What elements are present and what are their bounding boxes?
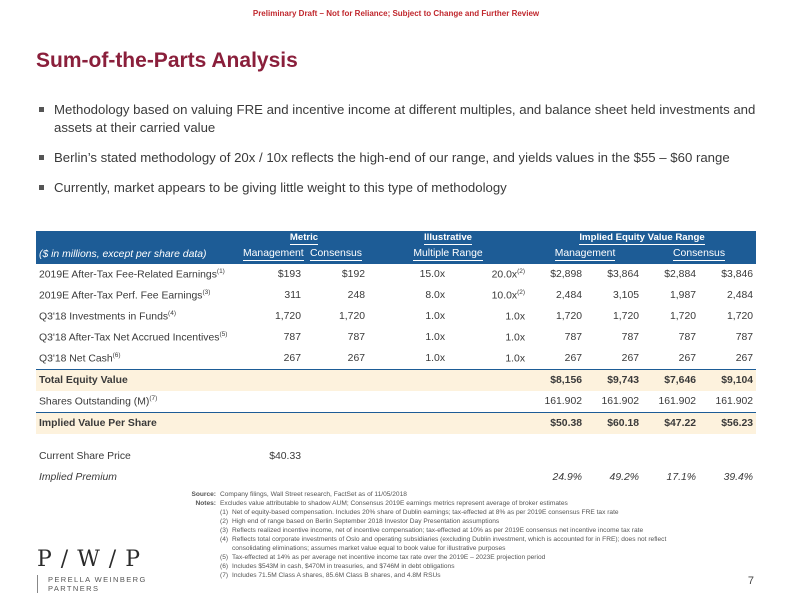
- footnote-ref: (7): [149, 395, 158, 403]
- cell-high: 1.0x: [505, 332, 526, 344]
- total-row: [36, 370, 756, 392]
- cell-low: 1.0x: [425, 311, 446, 322]
- cell-mgmt: $193: [277, 269, 301, 280]
- group-metric: Metric: [289, 231, 319, 243]
- table-row: [36, 285, 756, 306]
- cell-v4: $3,846: [721, 269, 754, 280]
- footnote-text: Net of equity-based compensation. Includes 20% share of Dublin earnings; tax-effected at 8% as per 2019E consensus FRE tax rate: [232, 509, 619, 516]
- cell-v1: 2,484: [556, 290, 583, 301]
- row-label: Current Share Price: [39, 451, 131, 462]
- logo-line-1: PERELLA WEINBERG: [48, 575, 147, 584]
- footnote-number: (4): [220, 536, 229, 543]
- bullet-item: Methodology based on valuing FRE and incentive income at different multiples, and balance sheet held investments and assets at their carried value: [38, 101, 758, 137]
- row-label: Q3'18 After-Tax Net Accrued Incentives: [39, 332, 220, 344]
- cell-mgmt: 1,720: [274, 311, 301, 322]
- cell-v3: 161.902: [658, 396, 697, 407]
- cell-high: 1.0x: [505, 311, 526, 323]
- col-cons-range: Consensus: [673, 248, 726, 259]
- cell-v1: $2,898: [550, 269, 583, 280]
- cell-v3: 787: [678, 332, 697, 343]
- cell-v2: $3,864: [607, 269, 640, 280]
- cell-v4: 161.902: [715, 396, 754, 407]
- cell-high: 1.0x: [505, 353, 526, 365]
- shares-row: [36, 391, 756, 413]
- cell-v2: 3,105: [613, 290, 640, 301]
- footnote-ref: (1): [216, 268, 225, 276]
- col-multiple-range: Multiple Range: [413, 248, 483, 259]
- cell-v4: $9,104: [699, 370, 756, 392]
- table-row: [36, 264, 756, 285]
- cell-v1: 1,720: [556, 311, 583, 322]
- cell-v3: 1,720: [670, 311, 697, 322]
- premium-row: [36, 467, 756, 488]
- page-title: Sum-of-the-Parts Analysis: [36, 49, 298, 72]
- footnote-text: Reflects total corporate investments of Oslo and operating subsidiaries (excluding Dublin investment, which is accounted for in FRE); does not reflect: [232, 536, 667, 543]
- bullet-list: [38, 101, 758, 209]
- cell-v3: $2,884: [664, 269, 697, 280]
- cell-v1: 161.902: [544, 396, 583, 407]
- footnote-number: (1): [220, 509, 229, 516]
- bullet-item: Currently, market appears to be giving little weight to this type of methodology: [38, 179, 758, 197]
- footnote-ref: (4): [168, 310, 176, 318]
- page-number: 7: [747, 575, 754, 587]
- source-label: Source:: [191, 491, 216, 498]
- row-label: 2019E After-Tax Fee-Related Earnings: [39, 269, 217, 281]
- cell-mgmt: 787: [283, 332, 301, 343]
- row-label: Implied Value Per Share: [36, 413, 240, 435]
- footnote-number: (3): [220, 527, 229, 534]
- row-label: Shares Outstanding (M): [39, 396, 150, 408]
- implied-value-row: [36, 413, 756, 435]
- cell-v2: 1,720: [613, 311, 640, 322]
- footnote-number: (5): [220, 554, 229, 561]
- notes-intro: Excludes value attributable to shadow AUM; Consensus 2019E earnings metrics represent average of broker estimates: [220, 500, 568, 507]
- cell-v4: 2,484: [727, 290, 754, 301]
- footnote-text: High end of range based on Berlin September 2018 Investor Day Presentation assumptions: [232, 518, 500, 525]
- table-row: [36, 348, 756, 370]
- row-label: Implied Premium: [39, 472, 117, 483]
- draft-banner: Preliminary Draft – Not for Reliance; Subject to Change and Further Review: [252, 9, 540, 18]
- col-consensus: Consensus: [310, 248, 362, 259]
- row-label: Total Equity Value: [36, 370, 240, 392]
- group-implied: Implied Equity Value Range: [579, 231, 705, 243]
- footnote-ref: (3): [202, 289, 211, 297]
- cell-v3: 1,987: [670, 290, 697, 301]
- cell-cons: 787: [347, 332, 366, 343]
- cell-v4: 787: [735, 332, 754, 343]
- logo-line-2: PARTNERS: [48, 584, 100, 593]
- bullet-item: Berlin’s stated methodology of 20x / 10x reflects the high-end of our range, and yields values in the $55 – $60 range: [38, 149, 758, 167]
- notes-label: Notes:: [195, 500, 216, 507]
- cell-v2: $9,743: [585, 370, 642, 392]
- cell-mgmt: 311: [284, 290, 301, 301]
- cell-mgmt: 267: [283, 353, 301, 364]
- share-price-row: [36, 446, 756, 467]
- cell-cons: 1,720: [339, 311, 366, 322]
- footnote-text: Reflects realized incentive income, net of incentive compensation; tax-effected at 10% as per 2019E consensus net incentive income tax rate: [232, 527, 644, 534]
- footnote-text: Includes $543M in cash, $470M in treasuries, and $746M in debt obligations: [232, 563, 455, 570]
- footnote-number: (7): [220, 572, 229, 579]
- source-text: Company filings, Wall Street research, FactSet as of 11/05/2018: [220, 491, 407, 498]
- cell-v4: 39.4%: [723, 472, 754, 483]
- cell-v1: 267: [564, 353, 583, 364]
- cell-v1: 787: [564, 332, 583, 343]
- footnote-number: (6): [220, 563, 229, 570]
- cell-v4: 267: [735, 353, 754, 364]
- footnote-number: (2): [220, 518, 229, 525]
- sotp-table: [36, 231, 756, 488]
- cell-v3: $7,646: [642, 370, 699, 392]
- footnote-ref: (2): [517, 289, 526, 297]
- row-label: Q3'18 Investments in Funds: [39, 311, 169, 323]
- cell-v3: $47.22: [642, 413, 699, 435]
- cell-v1: 24.9%: [552, 472, 583, 483]
- footnote-ref: (5): [219, 331, 228, 339]
- table-subheader: [36, 245, 756, 264]
- row-label: Q3'18 Net Cash: [39, 353, 113, 365]
- cell-low: 1.0x: [425, 332, 446, 343]
- units-label: ($ in millions, except per share data): [36, 245, 240, 264]
- cell-v3: 17.1%: [666, 472, 697, 483]
- footnote-ref: (6): [112, 352, 121, 360]
- cell-cons: 248: [347, 290, 366, 301]
- cell-cons: 267: [347, 353, 366, 364]
- cell-v4: 1,720: [727, 311, 754, 322]
- cell-v2: 267: [621, 353, 640, 364]
- cell-low: 15.0x: [419, 269, 446, 280]
- cell-price: $40.33: [269, 451, 301, 462]
- logo-firm-name: [37, 575, 147, 593]
- footnote-text: consolidating eliminations; assumes market value equal to book value for illustrative purposes: [232, 545, 506, 552]
- footnote-text: Tax-effected at 14% as per average net incentive income tax rate over the 2019E – 2023E projection period: [232, 554, 546, 561]
- cell-v1: $50.38: [528, 413, 585, 435]
- footnote-ref: (2): [517, 268, 526, 276]
- cell-low: 8.0x: [425, 290, 446, 301]
- cell-v2: 49.2%: [609, 472, 640, 483]
- table-group-header: [36, 231, 756, 245]
- cell-v1: $8,156: [528, 370, 585, 392]
- cell-v2: 787: [621, 332, 640, 343]
- table-row: [36, 306, 756, 327]
- cell-v2: $60.18: [585, 413, 642, 435]
- logo-mark: P / W / P: [37, 547, 142, 572]
- cell-v4: $56.23: [699, 413, 756, 435]
- cell-low: 1.0x: [425, 353, 446, 364]
- group-multiple: Illustrative: [424, 231, 473, 243]
- col-management: Management: [243, 248, 304, 259]
- cell-high: 20.0x: [491, 269, 518, 281]
- col-mgmt-range: Management: [554, 248, 616, 259]
- cell-high: 10.0x: [491, 290, 518, 302]
- cell-cons: $192: [341, 269, 366, 280]
- row-label: 2019E After-Tax Perf. Fee Earnings: [39, 290, 203, 302]
- company-logo: [37, 547, 147, 593]
- table-row: [36, 327, 756, 348]
- cell-v2: 161.902: [601, 396, 640, 407]
- cell-v3: 267: [678, 353, 697, 364]
- footnote-text: Includes 71.5M Class A shares, 85.6M Class B shares, and 4.8M RSUs: [232, 572, 441, 579]
